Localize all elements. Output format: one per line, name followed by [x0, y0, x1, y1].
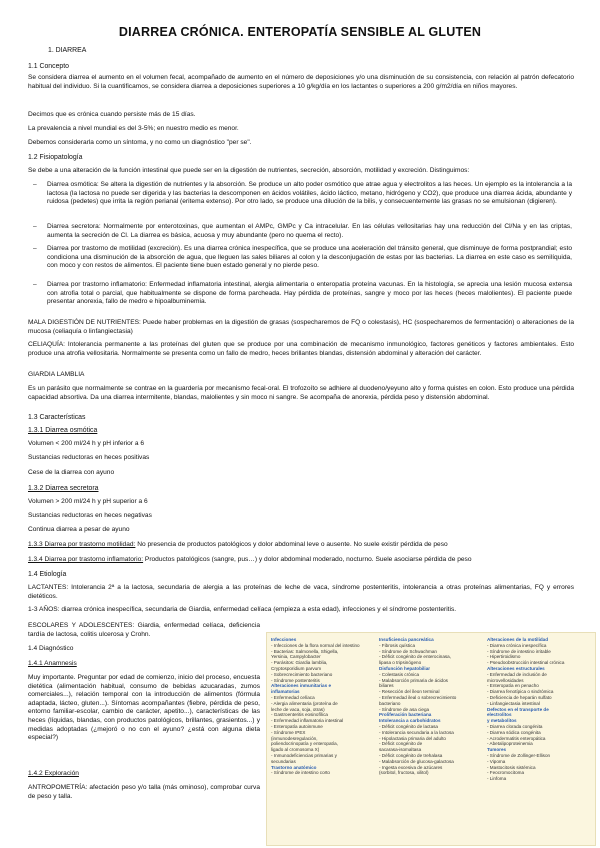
- table-item: - Enfermedad de inclusión de: [487, 671, 547, 677]
- table-category-heading: Alteraciones estructurales: [487, 665, 545, 671]
- table-item: - Resección del íleon terminal: [379, 689, 440, 695]
- subsection-heading: 1.3.2 Diarrea secretora: [28, 485, 99, 492]
- table-category-heading: Proliferación bacteriana: [379, 712, 432, 718]
- bullet-dash: –: [33, 223, 37, 230]
- table-item: - Abetalipoproteinemia: [487, 741, 533, 747]
- table-item: - Síndrome IPEX: [271, 729, 306, 735]
- page-title: DIARREA CRÓNICA. ENTEROPATÍA SENSIBLE AL GLUTEN: [118, 25, 482, 39]
- paragraph: Debemos considerarla como un síntoma, y no como un diagnóstico "per se".: [28, 139, 252, 146]
- table-category-heading: Alteraciones de la motilidad: [487, 637, 549, 642]
- table-item: - Enfermedad celíaca: [271, 694, 315, 700]
- table-item: sacarasa-isomaltasa: [379, 747, 422, 753]
- table-item: - Síndrome de asa ciega: [379, 706, 430, 712]
- paragraph: Volumen < 200 ml/24 h y pH inferior a 6: [28, 440, 145, 447]
- table-item: - Vipoma: [487, 758, 506, 764]
- paragraph: Se considera diarrea el aumento en el volumen fecal, acompañado de aumento en el número de deposiciones y/o una disminución de su consistencia, con relación al patrón defecatorio habitual del individuo. Si la cuantificamos, se considera diarrea a deposiciones superiores a 10 g/kg/día en los lactantes o superiores a 200 g/m2/día en niños mayores.: [28, 74, 574, 90]
- table-category-heading: Intolerancia a carbohidratos: [379, 718, 441, 724]
- paragraph: CELIAQUÍA: Intolerancia permanente a las proteínas del gluten que se produce por una combinación de mecanismo inmunológico, factores genéticos y factores ambientales. Esto produce una atrofia vellositaria. Normalmente se presenta como un fallo de medro, heces brillantes blandas, distensión abdominal y alteración del carácter.: [28, 341, 574, 357]
- paragraph: Volumen > 200 ml/24 h y pH superior a 6: [28, 498, 148, 505]
- subsection-heading: 1.3 Características: [28, 414, 86, 421]
- subsection-heading: 1.4 Diagnóstico: [28, 645, 74, 652]
- subsection-heading: 1.1 Concepto: [28, 63, 69, 70]
- table-item: - Síndrome de Schwachman: [379, 648, 437, 654]
- table-column: [379, 637, 481, 776]
- table-item: - Diarrea sódica congénita: [487, 729, 541, 735]
- table-item: - Linfoma: [487, 776, 507, 782]
- table-item: - Inmunodeficiencias primarias y: [271, 752, 337, 758]
- bullet-dash: –: [33, 181, 37, 188]
- list-item-text: Diarrea osmótica: Se altera la digestión de nutrientes y la absorción. Se produce un alto poder osmótico que atrae agua y electrolitos a las heces. Un ejemplo es la intolerancia a la lactosa (la lactosa no puede ser digerida y las bacterias la descomponen en ácidos volátiles, ácido láctico, metano, hidrógeno y CO2), que produce una diarrea ácida, abundante y ruidosa (pedetes) que irrita la región perianal (eritema extenso). Por otro lado, se produce una dilución de la bilis, y consecuentemente las grasas no se emulsionan (digieren).: [47, 181, 572, 206]
- table-item: - Malabsorción de glucosa-galactosa: [379, 758, 454, 764]
- table-item: Yersinia, Campylobacter: [271, 654, 321, 660]
- table-item: - Déficit congénito de enterocinasa,: [379, 654, 452, 660]
- table-item: - Déficit congénito de: [379, 741, 423, 747]
- list-item-text: Diarrea por trastorno de motilidad (excreción). Es una diarrea crónica inespecífica, que se produce una aceleración del tránsito general, que disminuye de forma postprandial; esto condiciona una disminución de la absorción de agua, que lleguen las sales biliares al colon y la desconjugación de estas por las bacterias. La diarrea en este caso es semilíquida, con moco y con restos de alimentos. El paciente tiene buen estado general y no pierde peso.: [47, 245, 572, 270]
- paragraph: ESCOLARES Y ADOLESCENTES: Giardia, enfermedad celíaca, deficiencia tardía de lactosa, colitis ulcerosa y Crohn.: [28, 622, 260, 638]
- table-item: - Gastroenteritis eosinofílica: [271, 712, 328, 718]
- table-item: - Hipolactasia primaria del adulto: [379, 735, 446, 741]
- table-item: ligado al cromosoma X): [271, 747, 320, 753]
- paragraph: La prevalencia a nivel mundial es del 3-5%; en nuestro medio es menor.: [28, 125, 239, 132]
- table-category-heading: Defectos en el transporte de: [487, 706, 549, 712]
- table-category-heading: Trastorno anatómico: [271, 764, 317, 770]
- paragraph-heading: GIARDIA LAMBLIA: [28, 371, 85, 378]
- table-item: biliares: [379, 683, 394, 689]
- table-item: - Enteropatía en penacho: [487, 683, 539, 689]
- table-item: - Bacterias: Salmonella, Shigella,: [271, 648, 339, 654]
- table-item: - Ingesta excesiva de azúcares: [379, 764, 443, 770]
- paragraph: Sustancias reductoras en heces negativas: [28, 512, 152, 519]
- inline-text: Productos patológicos (sangre, pus…) y dolor abdominal moderado, nocturno. Suele asociarse pérdida de peso: [143, 556, 472, 563]
- subsection-heading: 1.2 Fisiopatología: [28, 154, 83, 161]
- table-item: poliendocrinopatía y enteropatía,: [271, 741, 338, 747]
- table-item: bacteriano: [379, 700, 401, 706]
- table-category-heading: Tumores: [487, 747, 507, 753]
- list-item-text: Diarrea por trastorno inflamatorio: Enfermedad inflamatoria intestinal, alergia alimentaria o enteropatía proteína vacunas. En la histología, se aprecia una lesión mucosa extensa con atrofia total o parcial, que habitualmente se dispone de forma parcheada. Hay pérdida de proteínas, sangre y moco por las heces (heces malolientes). El paciente puede presentar anorexia, fallo de medro e hipoalbuminemia.: [47, 281, 572, 306]
- paragraph: Decimos que es crónica cuando persiste más de 15 días.: [28, 111, 196, 118]
- paragraph: Muy importante. Preguntar por edad de comienzo, inicio del proceso, encuesta dietética (alimentación habitual, consumo de bebidas azucaradas, zumos comerciales...), relación temporal con la introducción de alimentos (fórmula adaptada, lácteo, gluten...). Síntomas acompañantes (fiebre, pérdida de peso, entorno familiar-escolar, cambio de carácter, apetito...), características de las heces (líquidas, blandas, con productos patológicos, brillantes, grasientos...) y medidas adoptadas (¿mejoró o no con el ayuno? ¿está con alguna dieta especial?): [28, 674, 260, 742]
- table-item: secundarias: [271, 758, 296, 764]
- table-item: - Parásitos: Giardia lamblia,: [271, 660, 328, 666]
- paragraph: 1-3 AÑOS: diarrea crónica inespecífica, secundaria de Giardia, enfermedad celíaca (empieza a esta edad), infecciones y el síndrome postenteritis.: [28, 606, 457, 613]
- table-item: (inmunodesregulación,: [271, 735, 318, 741]
- paragraph: [28, 541, 574, 550]
- table-item: - Intolerancia secundaria a la lactosa: [379, 729, 454, 735]
- list-item: [33, 281, 572, 307]
- table-item: - Mastocitosis sistémica: [487, 764, 536, 770]
- table-item: - Síndrome postenteritis: [271, 677, 320, 683]
- table-item: - Pseudoobstrucción intestinal crónica: [487, 660, 565, 666]
- table-item: - Colestasis crónica: [379, 671, 420, 677]
- table-item: - Enteropatía autoinmune: [271, 723, 323, 729]
- paragraph: Se debe a una alteración de la función intestinal que puede ser en la digestión de nutrientes, secreción, absorción, motilidad y excreción. Distinguimos:: [28, 167, 470, 174]
- table-item: - Feocromocitoma: [487, 770, 525, 776]
- list-item: [33, 223, 572, 240]
- table-item: leche de vaca, soja, otras): [271, 706, 325, 712]
- table-column: [487, 637, 589, 782]
- table-item: - Síndrome de Zollinger-Ellison: [487, 752, 551, 758]
- list-item: [33, 245, 572, 271]
- table-item: - Síndrome de intestino corto: [271, 770, 330, 776]
- table-column: [271, 637, 373, 776]
- list-item-text: Diarrea secretora: Normalmente por enterotoxinas, que aumentan el AMPc, GMPc y Ca intracelular. En las células vellositarias hay una reducción del Cl/Na y en las criptas, aumenta la secreción de Cl. La diarrea es básica, acuosa y muy abundante (pero no quema el recto).: [47, 223, 572, 239]
- subsection-heading: 1.3.1 Diarrea osmótica: [28, 427, 98, 434]
- table-item: - Diarrea crónica inespecífica: [487, 642, 547, 648]
- table-item: lipasa o tripsinógeno: [379, 660, 422, 666]
- list-item: [33, 181, 572, 207]
- table-category-heading: Infecciones: [271, 637, 297, 642]
- table-item: - Linfangiectasia intestinal: [487, 700, 540, 706]
- table-item: - Enfermedad ileal o sobrecrecimiento: [379, 694, 457, 700]
- table-item: - Acrodermatitis enteropática: [487, 735, 546, 741]
- table-item: - Malabsorción primaria de ácidos: [379, 677, 448, 683]
- subsection-heading: 1.4.1 Anamnesis: [28, 660, 77, 667]
- table-item: - Fibrosis quística: [379, 642, 415, 648]
- table-item: - Hipertiroidismo: [487, 654, 521, 660]
- table-item: - Déficit congénito de trehalasa: [379, 752, 443, 758]
- paragraph: Continua diarrea a pesar de ayuno: [28, 526, 130, 533]
- paragraph: MALA DIGESTIÓN DE NUTRIENTES: Puede haber problemas en la digestión de grasas (sospecharemos de FQ o colestasis), HC (sospecharemos de fermentación) o alteraciones de la mucosa (celiaquía o linfangiectasia): [28, 319, 574, 335]
- inline-heading: 1.3.4 Diarrea por trastorno inflamatorio:: [28, 556, 144, 563]
- table-category-heading: Alteraciones inmunitarias e: [271, 683, 331, 689]
- table-item: - Sobrecrecimiento bacteriano: [271, 671, 333, 677]
- table-item: microvellosidades: [487, 677, 524, 683]
- paragraph: Sustancias reductoras en heces positivas: [28, 454, 150, 461]
- table-category-heading: electrolitos: [487, 712, 512, 718]
- paragraph: ANTROPOMETRÍA: afectación peso y/o talla (más ominoso), comprobar curva de peso y talla.: [28, 784, 260, 800]
- bullet-dash: –: [33, 245, 37, 252]
- paragraph: Es un parásito que normalmente se contrae en la guardería por mecanismo fecal-oral. El trofozoíto se adhiere al duodeno/yeyuno alto y forma quistes en colon. Esto produce una pérdida capacidad absortiva. Da una diarrea intermitente, blandas, malolientes y sin moco ni sangre. Se acompaña de anorexia, pérdida peso y distensión abdominal.: [28, 385, 574, 401]
- paragraph: Cese de la diarrea con ayuno: [28, 469, 115, 476]
- section-heading: 1. DIARREA: [48, 47, 87, 54]
- table-item: - Diarrea clorada congénita: [487, 723, 543, 729]
- table-category-heading: inflamatorias: [271, 689, 300, 695]
- table-item: - Síndrome de intestino irritable: [487, 648, 551, 654]
- table-item: - Alergia alimentaria (proteína de: [271, 700, 338, 706]
- table-item: Cryptosporidium parvum: [271, 665, 322, 671]
- table-item: - Diarrea fenotípica o sindrómica: [487, 689, 554, 695]
- table-category-heading: Insuficiencia pancreática: [379, 637, 434, 642]
- table-item: (sorbitol, fructosa, xilitol): [379, 770, 429, 776]
- table-item: - Infecciones de la flora normal del intestino: [271, 642, 360, 648]
- inline-heading: 1.3.3 Diarrea por trastorno motilidad:: [28, 541, 136, 548]
- inline-text: No presencia de productos patológicos y dolor abdominal leve o ausente. No suele existir pérdida de peso: [135, 541, 448, 548]
- etiology-table: [266, 632, 596, 846]
- table-category-heading: y metabolitos: [487, 718, 517, 724]
- paragraph: LACTANTES: Intolerancia 2ª a la lactosa, secundaria de alergia a las proteínas de leche de vaca, síndrome postenteritis, intolerancia a otras proteínas alimentarias, FQ y errores dietéticos.: [28, 584, 574, 600]
- bullet-dash: –: [33, 281, 37, 288]
- table-item: - Enfermedad inflamatoria intestinal: [271, 718, 344, 724]
- paragraph: [28, 556, 574, 565]
- table-category-heading: Disfunción hepatobiliar: [379, 665, 431, 671]
- table-item: - Deficiencia de heparán sulfato: [487, 694, 552, 700]
- subsection-heading: 1.4 Etiología: [28, 571, 67, 578]
- table-item: - Déficit congénito de lactasa: [379, 723, 438, 729]
- subsection-heading: 1.4.2 Exploración: [28, 770, 79, 777]
